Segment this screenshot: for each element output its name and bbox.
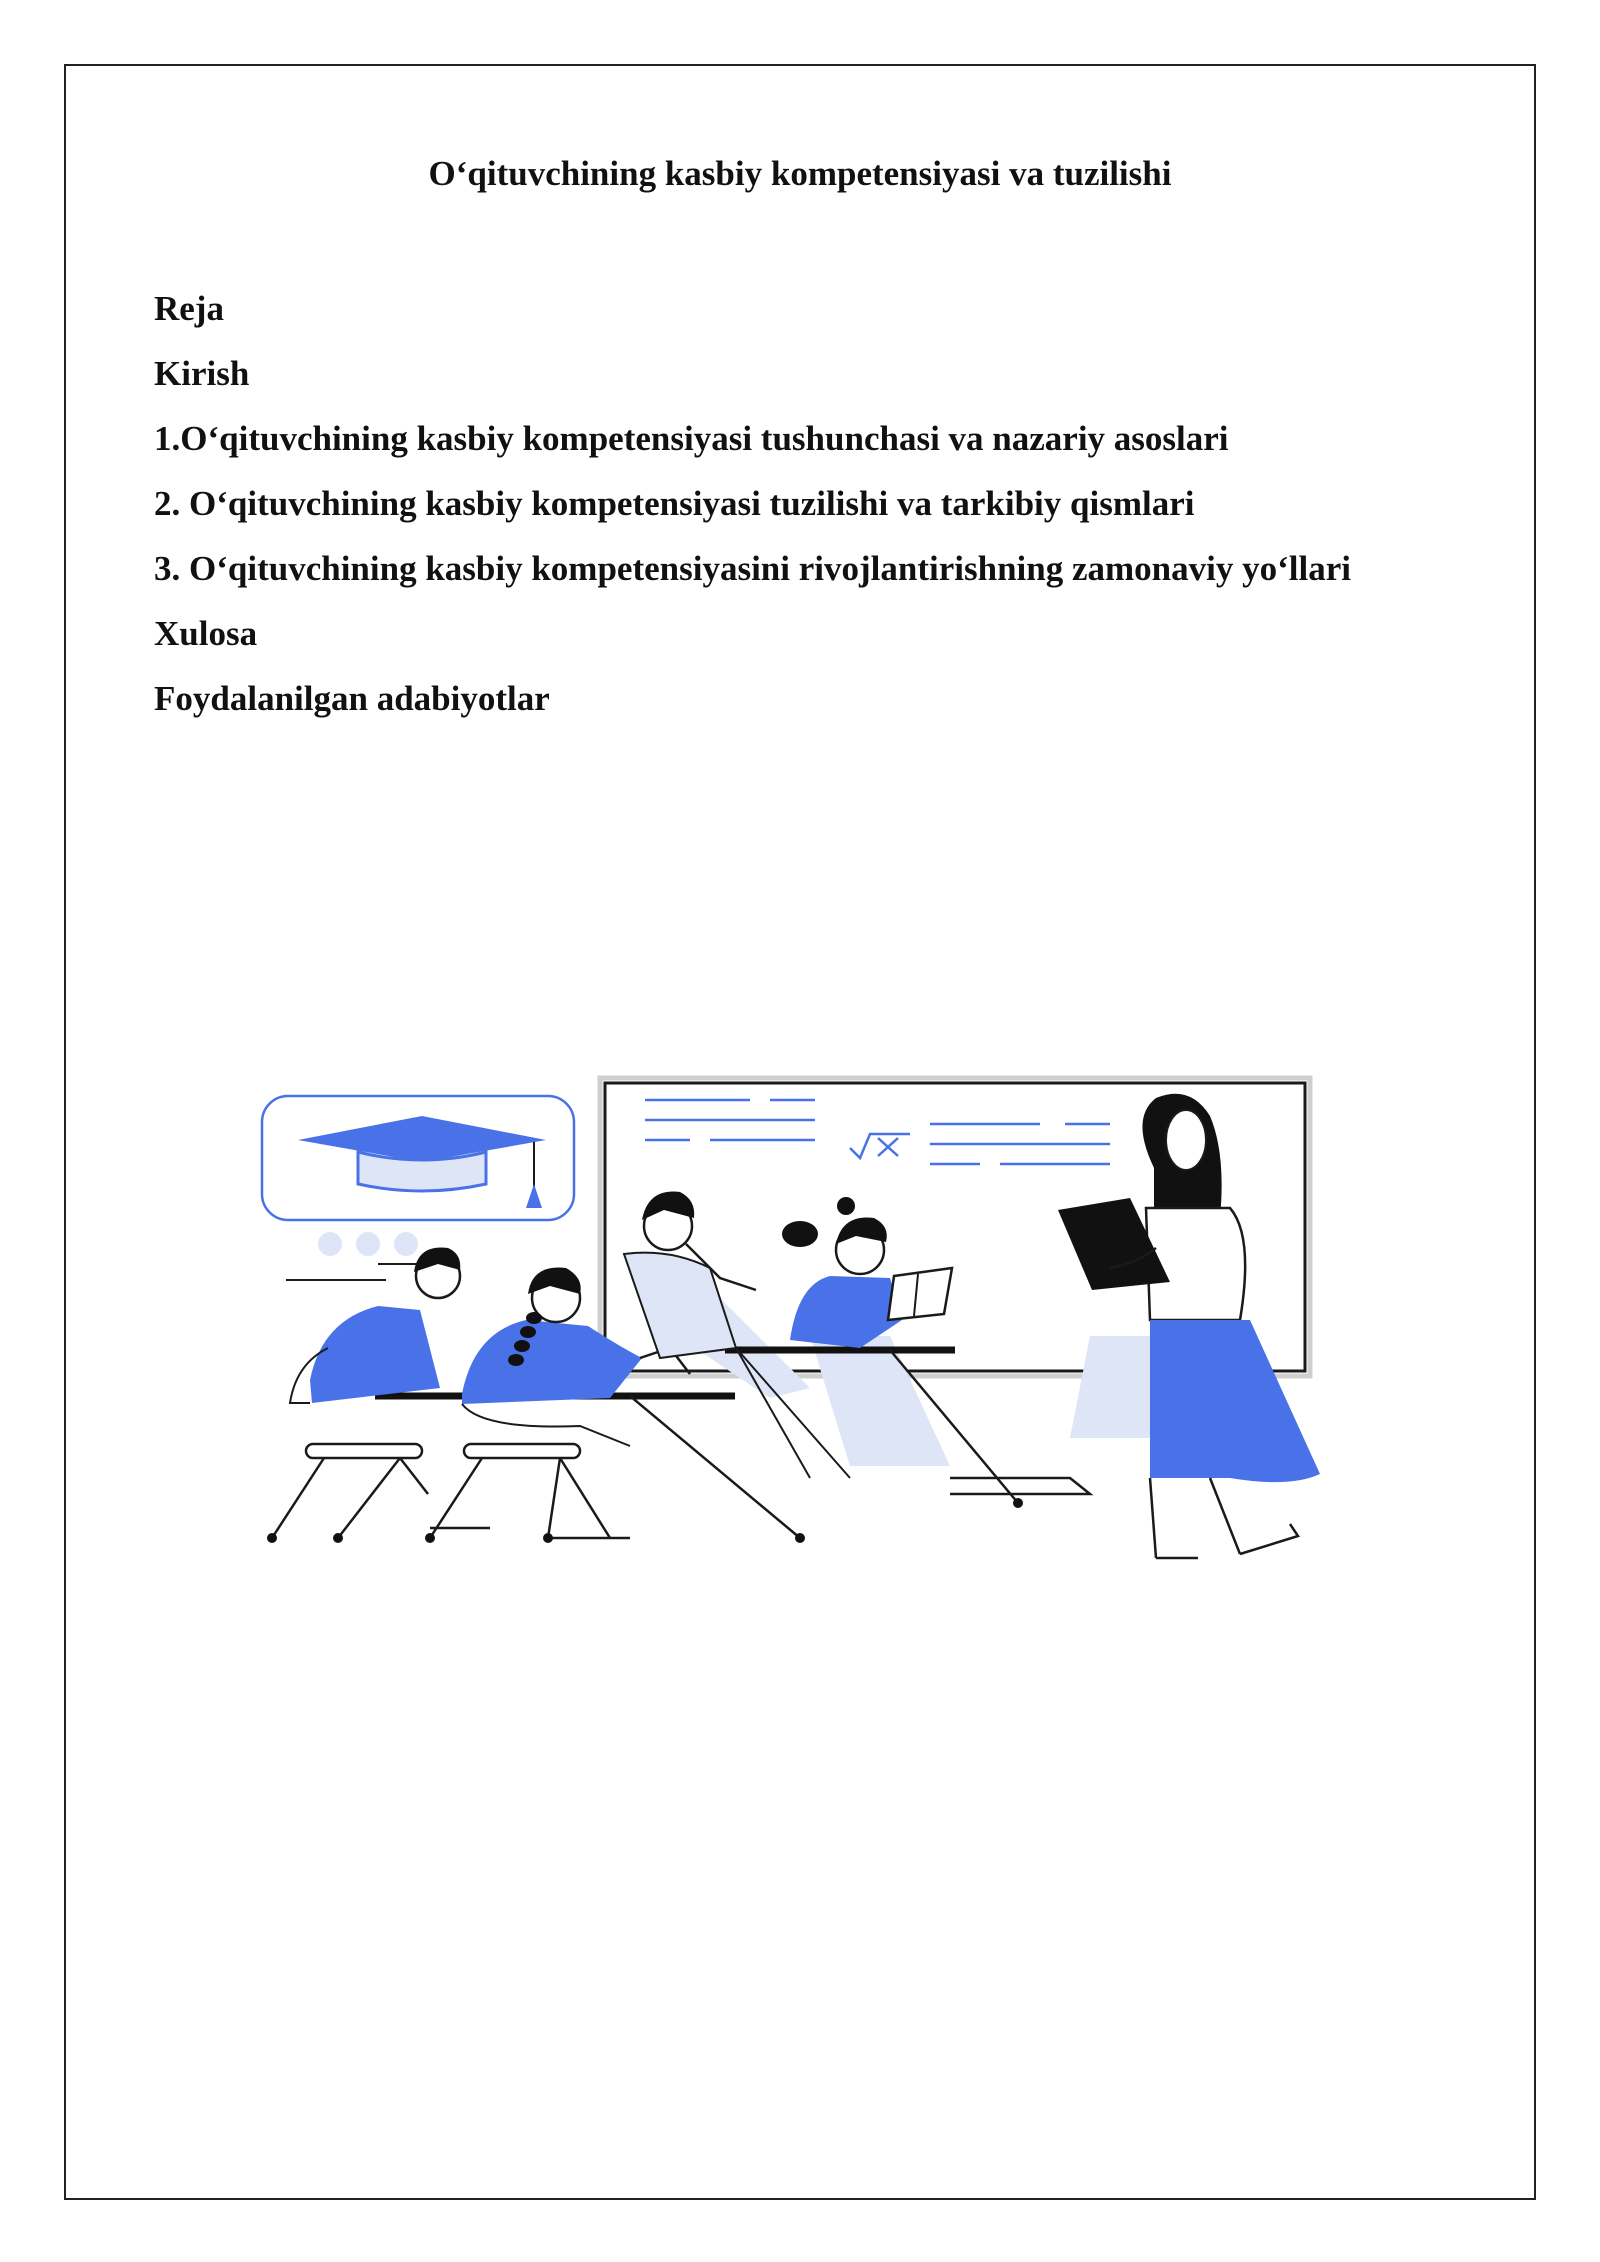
document-title: O‘qituvchining kasbiy kompetensiyasi va tuzilishi bbox=[428, 154, 1172, 193]
toc-item-section-3: 3. O‘qituvchining kasbiy kompetensiyasini rivojlantirishning zamonaviy yo‘llari bbox=[154, 549, 1351, 588]
toc-item-xulosa: Xulosa bbox=[154, 614, 258, 653]
classroom-illustration-icon bbox=[250, 1058, 1370, 1578]
student-icon bbox=[290, 1248, 460, 1404]
table-of-contents bbox=[154, 276, 1351, 731]
thought-bubble-icon bbox=[262, 1096, 574, 1280]
chair-leg-dots bbox=[267, 1498, 1023, 1543]
student-icon bbox=[782, 1197, 952, 1348]
toc-item-kirish: Kirish bbox=[154, 354, 250, 393]
toc-item-section-2: 2. O‘qituvchining kasbiy kompetensiyasi tuzilishi va tarkibiy qismlari bbox=[154, 484, 1195, 523]
toc-heading-reja: Reja bbox=[154, 289, 224, 328]
toc-item-section-1: 1.O‘qituvchining kasbiy kompetensiyasi tushunchasi va nazariy asoslari bbox=[154, 419, 1229, 458]
toc-item-references: Foydalanilgan adabiyotlar bbox=[154, 679, 550, 718]
